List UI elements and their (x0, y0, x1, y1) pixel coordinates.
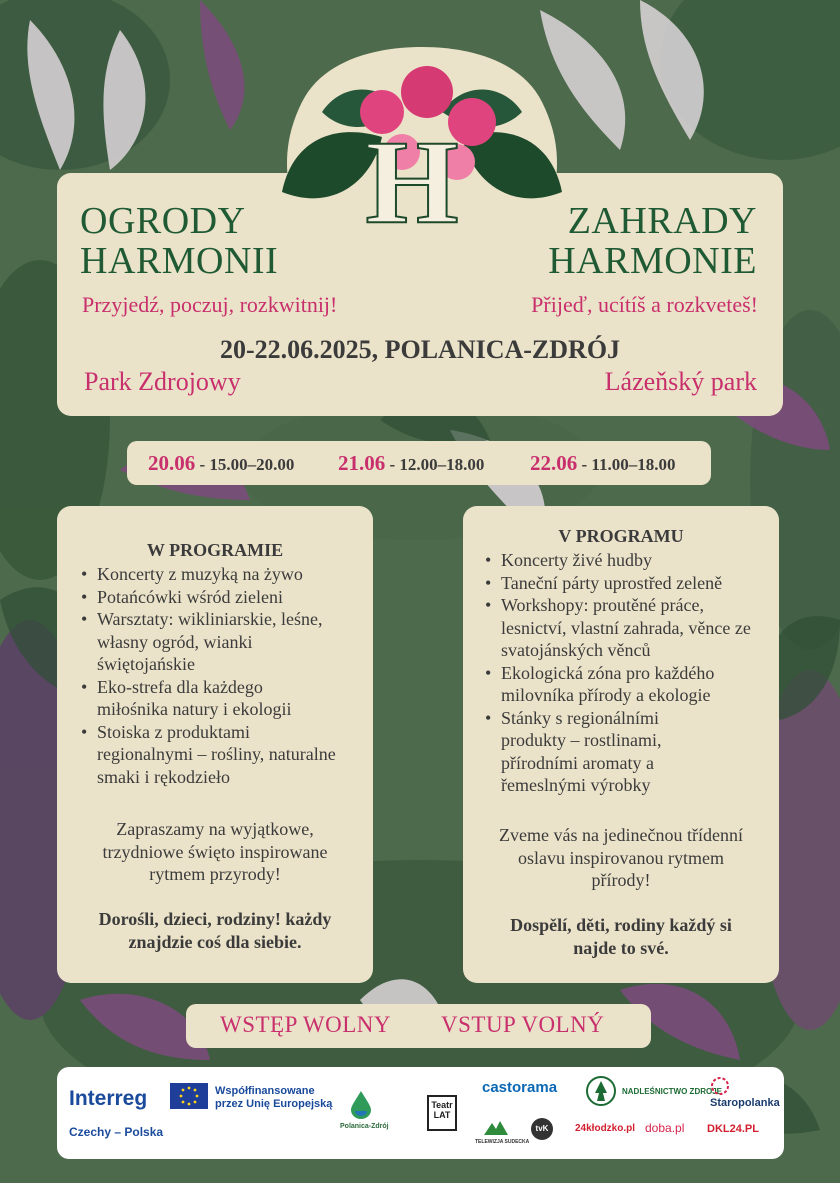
eu-flag-icon (170, 1083, 208, 1109)
admission-cz: VSTUP VOLNÝ (441, 1012, 605, 1037)
nadlesnictwo-text: NADLEŚNICTWO ZDROJE (622, 1087, 722, 1096)
teatr-logo (427, 1095, 457, 1131)
program-cz-title: V PROGRAMU (558, 526, 684, 546)
polanica-logo-text: Polanica-Zdrój (340, 1123, 389, 1130)
tagline-cz: Přijeď, ucítíš a rozkveteš! (531, 292, 758, 317)
program-cz-item: • Workshopy: proutěné práce, lesnictví, vlastní zahrada, věnce ze svatojánských věnců (483, 594, 768, 662)
schedule-day-1 (148, 451, 294, 476)
nadlesnictwo-emblem-icon (585, 1075, 617, 1107)
lat-text: LAT (433, 1110, 451, 1120)
park-cz: Lázeňský park (604, 367, 757, 396)
program-pl-item: • Potańcówki wśród zieleni (79, 586, 359, 609)
schedule-day-3 (530, 451, 675, 476)
title-pl-line2: HARMONII (80, 240, 279, 282)
program-cz-item: • Koncerty živé hudby (483, 549, 768, 572)
teatr-text: Teatr (431, 1100, 453, 1110)
program-cz-item: • Ekologická zóna pro každého milovníka přírody a ekologie (483, 662, 771, 707)
admission-pl: WSTĘP WOLNY (220, 1012, 391, 1037)
sponsor-bar (57, 1067, 784, 1159)
program-pl-item: • Eko-strefa dla każdego miłośnika natury i ekologii (79, 676, 327, 721)
title-cz-line2: HARMONIE (548, 240, 757, 282)
program-pl-item: • Koncerty z muzyką na żywo (79, 563, 359, 586)
program-cz-list (483, 549, 768, 797)
schedule-date: 21.06 (338, 451, 386, 475)
schedule-date: 22.06 (530, 451, 578, 475)
tagline-pl: Przyjedź, poczuj, rozkwitnij! (82, 292, 338, 317)
program-pl-closing: Dorośli, dzieci, rodziny! każdy znajdzie coś dla siebie. (98, 909, 332, 952)
program-pl-panel (57, 506, 373, 983)
tv-sudecka-text: TELEWIZJA SUDECKA (475, 1139, 530, 1145)
program-pl-title: W PROGRAMIE (146, 540, 284, 560)
tvk-logo: tvK (531, 1118, 553, 1140)
schedule-hours: - 12.00–18.00 (385, 455, 485, 474)
program-pl-invite: Zapraszamy na wyjątkowe, trzydniowe święto inspirowane rytmem przyrody! (102, 819, 328, 884)
dkl24-logo: DKL24.PL (707, 1123, 759, 1135)
program-pl-item: • Stoiska z produktami regionalnymi – rośliny, naturalne smaki i rękodzieło (79, 721, 347, 789)
schedule-hours: - 11.00–18.00 (577, 455, 676, 474)
program-cz-item: • Stánky s regionálními produkty – rostlinami, přírodními aromaty a řemeslnými výrobky (483, 707, 726, 797)
program-pl-list (79, 563, 359, 788)
interreg-subtitle: Czechy – Polska (69, 1125, 164, 1139)
program-cz-item: • Taneční párty uprostřed zeleně (483, 572, 768, 595)
schedule-date: 20.06 (148, 451, 196, 475)
staropolanka-logo: Staropolanka (710, 1097, 780, 1109)
schedule-hours: - 15.00–20.00 (195, 455, 295, 474)
title-cz-line1: ZAHRADY (567, 200, 757, 242)
program-pl-item: • Warsztaty: wikliniarskie, leśne, własny ogród, wianki świętojańskie (79, 608, 327, 676)
tv-sudecka-icon (482, 1117, 510, 1137)
program-cz-invite: Zveme vás na jedinečnou třídenní oslavu inspirovanou rytmem přírody! (499, 825, 743, 890)
dates-location: 20-22.06.2025, POLANICA-ZDRÓJ (219, 335, 621, 364)
castorama-logo: castorama (482, 1079, 558, 1096)
doba-logo: doba.pl (645, 1121, 685, 1135)
park-pl: Park Zdrojowy (84, 367, 241, 396)
schedule-day-2 (338, 451, 484, 476)
klodzko24-logo: 24kłodzko.pl (575, 1123, 636, 1134)
program-cz-closing: Dospělí, děti, rodiny každý si najde to své. (510, 915, 732, 958)
svg-text:H: H (365, 115, 459, 242)
title-pl-line1: OGRODY (80, 200, 246, 242)
klodzko-sun-icon (709, 1075, 731, 1097)
polanica-drop-icon (349, 1089, 373, 1119)
interreg-logo: Interreg (69, 1087, 148, 1110)
harmony-flower-logo (262, 42, 582, 242)
eu-cofinanced-line2: przez Unię Europejską (215, 1098, 333, 1110)
program-cz-panel (463, 506, 779, 983)
eu-cofinanced-line1: Współfinansowane (215, 1085, 315, 1097)
